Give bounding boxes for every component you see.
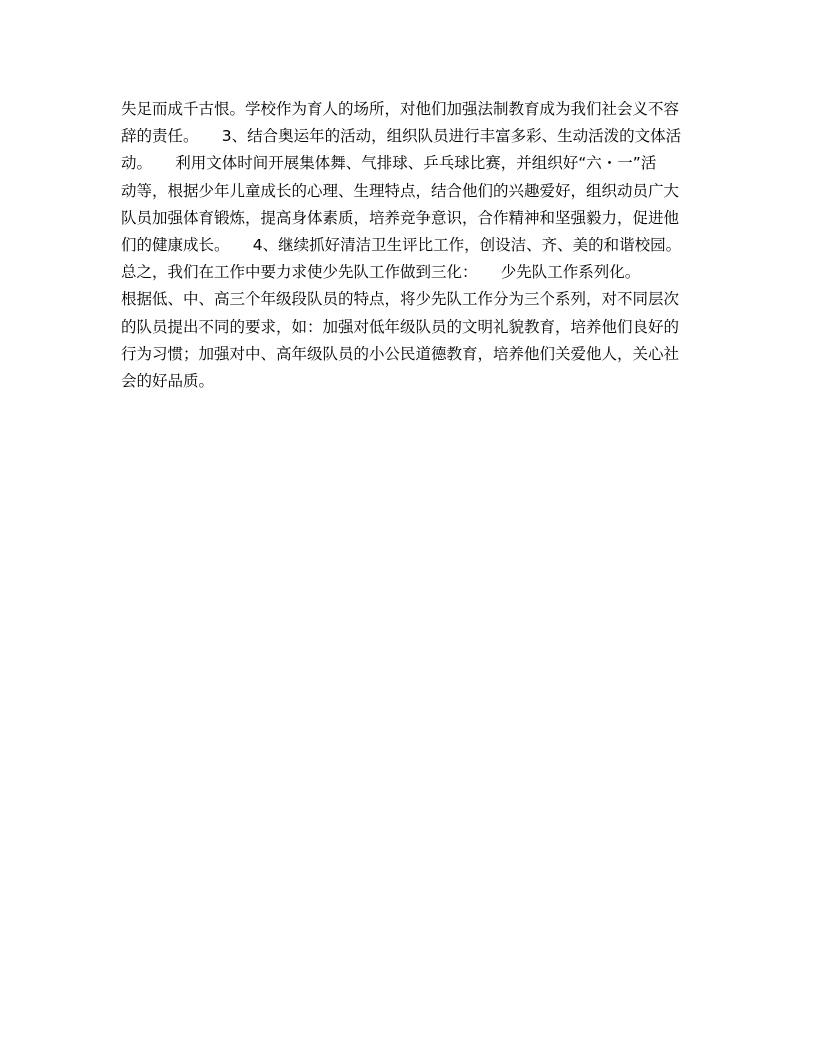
text-line-9: 的队员提出不同的要求，如：加强对低年级队员的文明礼貌教育，培养他们良好的 bbox=[121, 317, 680, 336]
text-line-5: 队员加强体育锻炼，提高身体素质，培养竞争意识，合作精神和坚强毅力，促进他 bbox=[121, 208, 680, 227]
text-line-2: 辞的责任。 3、结合奥运年的活动，组织队员进行丰富多彩、生动活泼的文体活 bbox=[121, 127, 682, 146]
text-line-1: 失足而成千古恨。学校作为育人的场所，对他们加强法制教育成为我们社会义不容 bbox=[121, 100, 680, 118]
text-line-10: 行为习惯；加强对中、高年级队员的小公民道德教育，培养他们关爱他人，关心社 bbox=[121, 344, 680, 363]
text-line-7: 总之，我们在工作中要力求使少先队工作做到三化： 少先队工作系列化。 bbox=[121, 263, 641, 282]
text-line-6: 们的健康成长。 4、继续抓好清洁卫生评比工作，创设洁、齐、美的和谐校园。 bbox=[121, 235, 682, 254]
text-line-8: 根据低、中、高三个年级段队员的特点，将少先队工作分为三个系列，对不同层次 bbox=[121, 290, 680, 309]
text-line-4: 动等，根据少年儿童成长的心理、生理特点，结合他们的兴趣爱好，组织动员广大 bbox=[121, 181, 680, 200]
body-paragraph bbox=[121, 96, 721, 395]
text-line-3: 动。 利用文体时间开展集体舞、气排球、乒乓球比赛，并组织好“六・一”活 bbox=[121, 154, 657, 173]
text-line-11: 会的好品质。 bbox=[121, 371, 215, 390]
